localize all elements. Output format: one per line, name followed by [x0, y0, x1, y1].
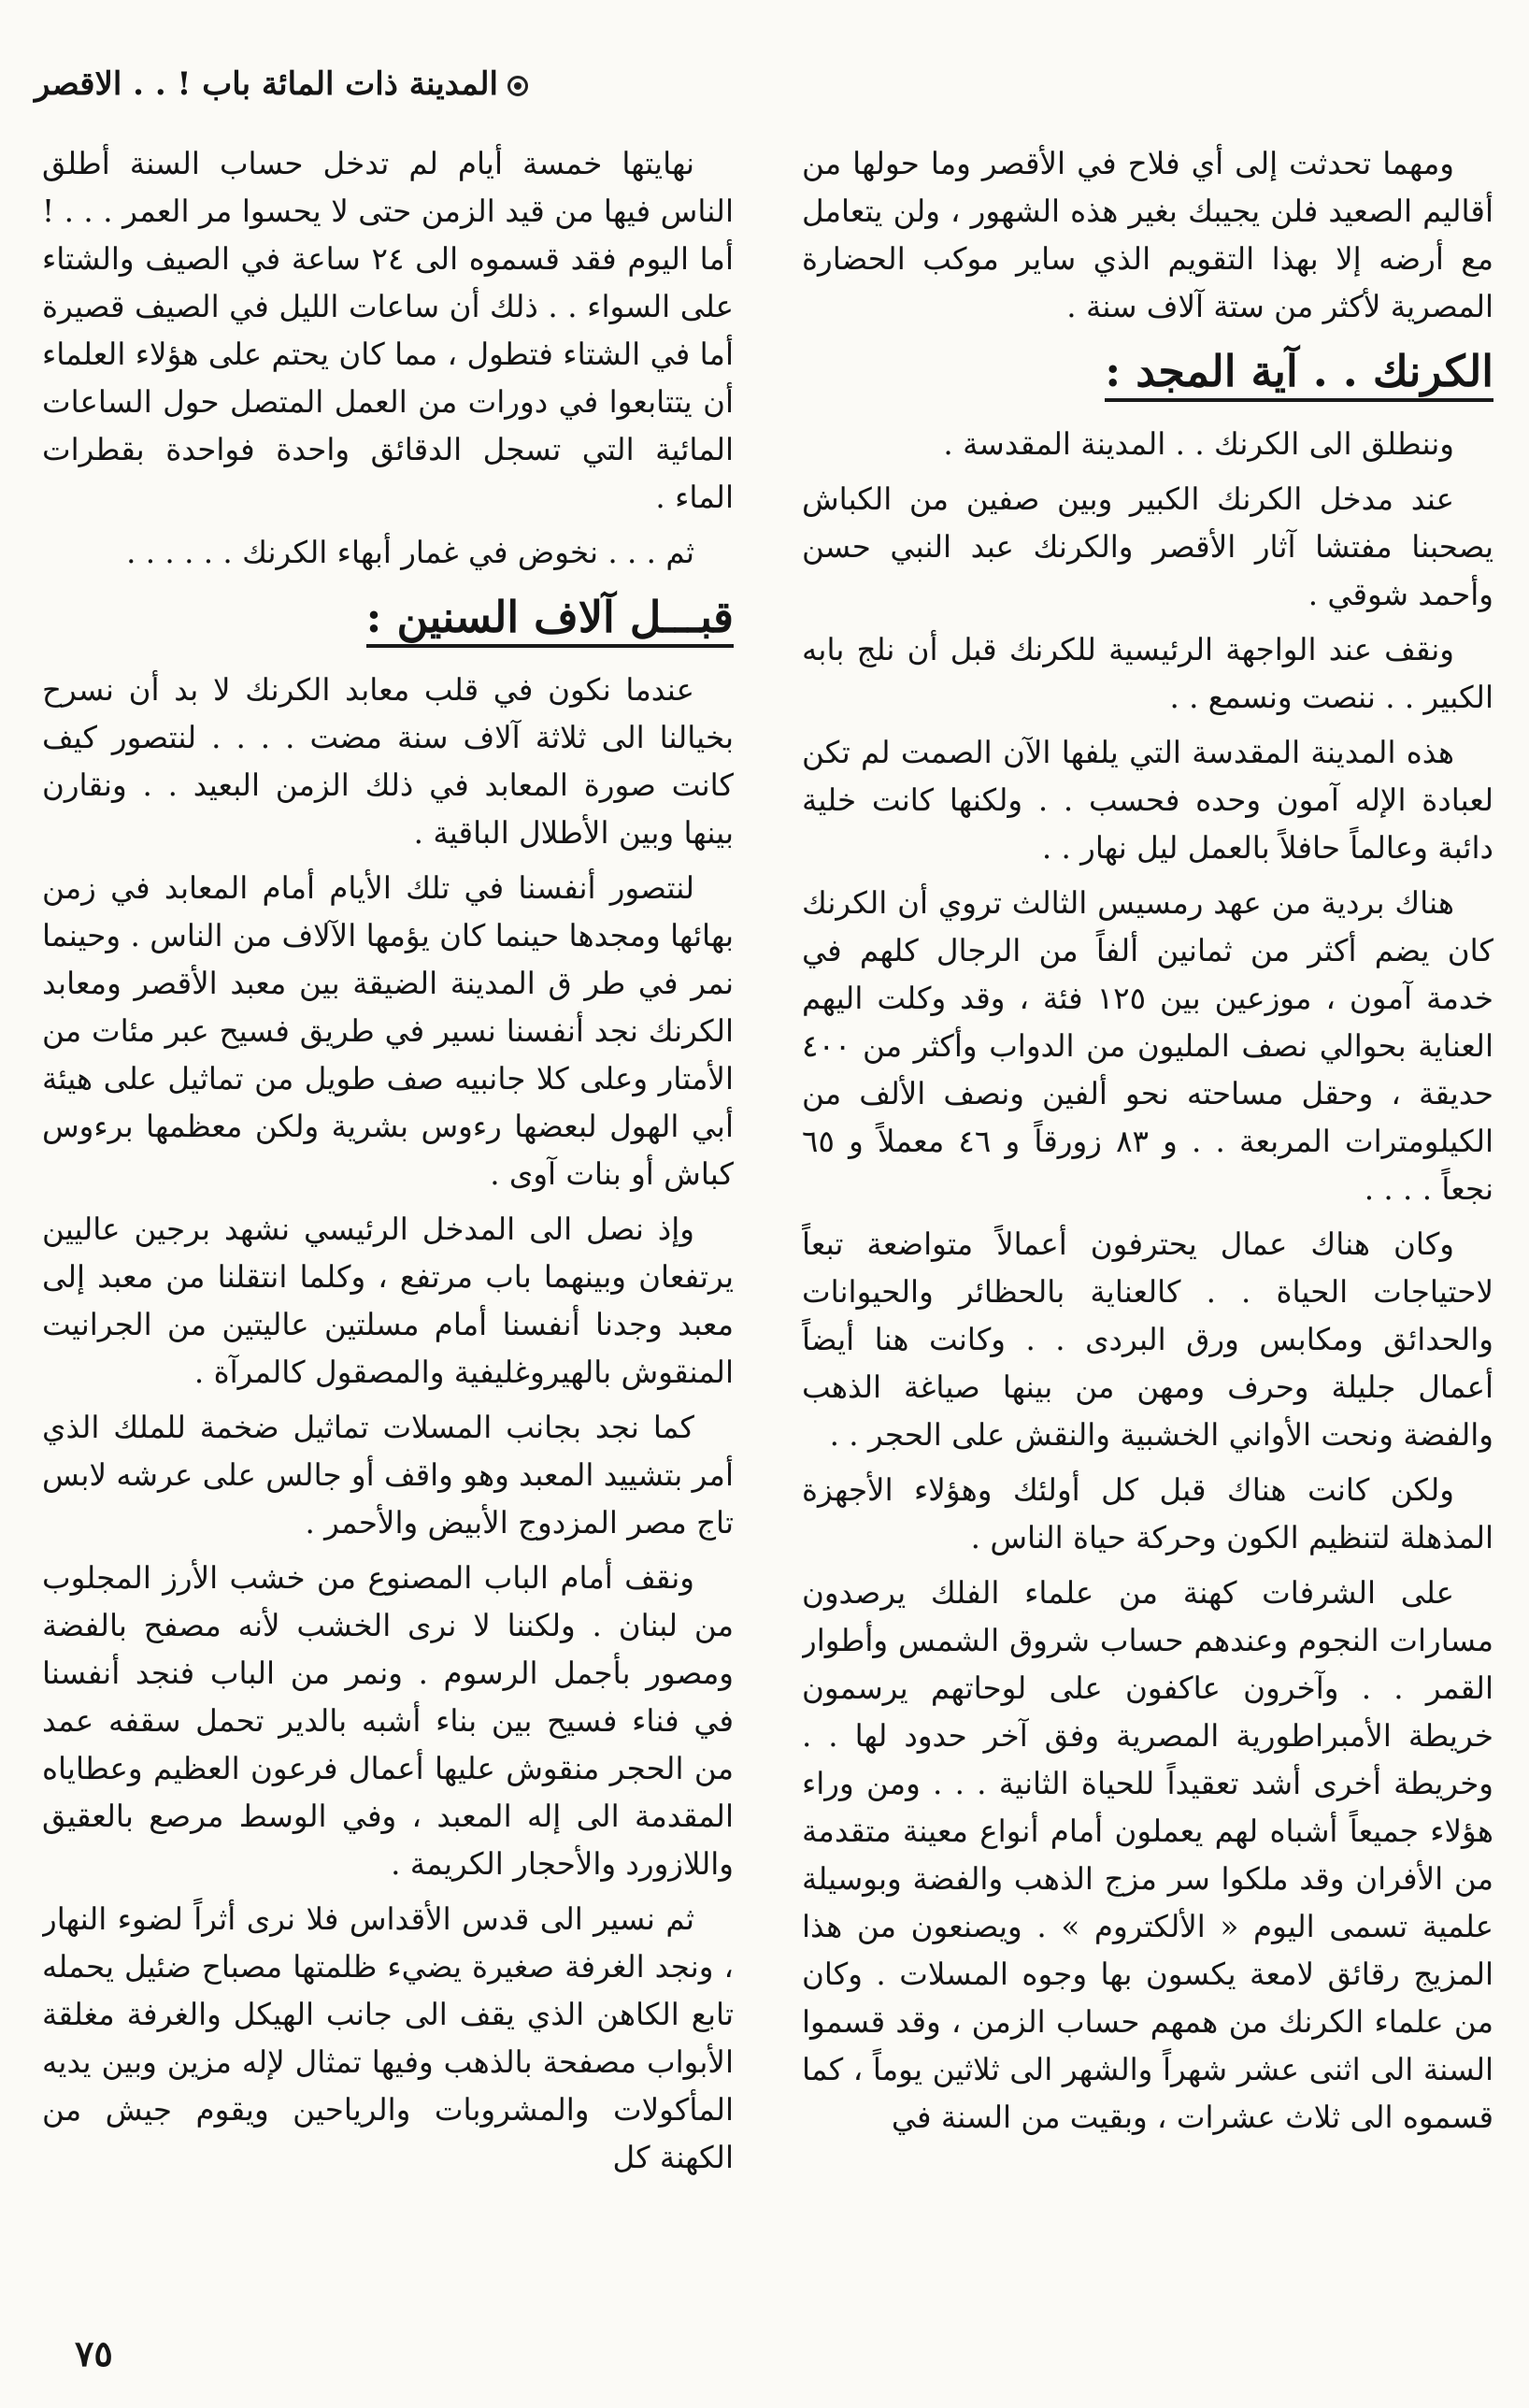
paragraph: نهايتها خمسة أيام لم تدخل حساب السنة أطلق الناس فيها من قيد الزمن حتى لا يحسوا مر العمر . . . ! أما اليوم فقد قسموه الى ٢٤ ساعة في الصيف والشتاء على السواء . . ذلك أن ساعات الليل في الصيف قصيرة أما في الشتاء فتطول ، مما كان يحتم على هؤلاء العلماء أن يتتابعوا في دورات من العمل المتصل حول الساعات المائية التي تسجل الدقائق واحدة فواحدة بقطرات الماء . [42, 146, 734, 515]
paragraph: ونقف عند الواجهة الرئيسية للكرنك قبل أن نلج بابه الكبير . . ننصت ونسمع . . [802, 632, 1493, 715]
right-column [802, 140, 1493, 2328]
paragraph: وننطلق الى الكرنك . . المدينة المقدسة . [943, 426, 1454, 462]
page-number: ٧٥ [75, 2332, 113, 2374]
paragraph: وإذ نصل الى المدخل الرئيسي نشهد برجين عاليين يرتفعان وبينهما باب مرتفع ، وكلما انتقلنا من معبد إلى معبد وجدنا أنفسنا أمام مسلتين عاليتين من الجرانيت المنقوش بالهيروغليفية والمصقول كالمرآة . [42, 1211, 734, 1390]
paragraph: ثم . . . نخوض في غمار أبهاء الكرنك . . . . . . [126, 535, 694, 570]
paragraph: ثم نسير الى قدس الأقداس فلا نرى أثراً لضوء النهار ، ونجد الغرفة صغيرة يضيء ظلمتها مصباح ضئيل يحمله تابع الكاهن الذي يقف الى جانب الهيكل والغرفة مغلقة الأبواب مصفحة بالذهب وفيها تمثال لإله مزين وبين يديه المأكولات والمشروبات والرياحين ويقوم جيش من الكهنة كل [42, 1901, 734, 2175]
section-heading-karnak: الكرنك . . آية المجد : [802, 338, 1493, 404]
paragraph: ومهما تحدثت إلى أي فلاح في الأقصر وما حولها من أقاليم الصعيد فلن يجيبك بغير هذه الشهور ، ولن يتعامل مع أرضه إلا بهذا التقويم الذي ساير موكب الحضارة المصرية لأكثر من ستة آلاف سنة . [802, 146, 1493, 324]
paragraph: ونقف أمام الباب المصنوع من خشب الأرز المجلوب من لبنان . ولكننا لا نرى الخشب لأنه مصفح بالفضة ومصور بأجمل الرسوم . ونمر من الباب فنجد أنفسنا في فناء فسيح بين بناء أشبه بالدير تحمل سقفه عمد من الحجر منقوش عليها أعمال فرعون العظيم وعطاياه المقدمة الى إله المعبد ، وفي الوسط مرصع بالعقيق واللازورد والأحجار الكريمة . [42, 1560, 734, 1882]
running-header [35, 56, 528, 112]
running-title: المدينة ذات المائة باب ! . . الاقصر [35, 65, 498, 103]
paragraph: هذه المدينة المقدسة التي يلفها الآن الصمت لم تكن لعبادة الإله آمون وحده فحسب . . ولكنها كانت خلية دائبة وعالماً حافلاً بالعمل ليل نهار . . [802, 735, 1493, 866]
paragraph: عند مدخل الكرنك الكبير وبين صفين من الكباش يصحبنا مفتشا آثار الأقصر والكرنك عبد النبي حسن وأحمد شوقي . [802, 481, 1493, 612]
paragraph: كما نجد بجانب المسلات تماثيل ضخمة للملك الذي أمر بتشييد المعبد وهو واقف أو جالس على عرشه لابس تاج مصر المزدوج الأبيض والأحمر . [42, 1410, 734, 1541]
paragraph: على الشرفات كهنة من علماء الفلك يرصدون مسارات النجوم وعندهم حساب شروق الشمس وأطوار القمر . . وآخرون عاكفون على لوحاتهم يرسمون خريطة الأمبراطورية المصرية وفق آخر حدود لها . . وخريطة أخرى أشد تعقيداً للحياة الثانية . . . ومن وراء هؤلاء جميعاً أشباه لهم يعملون أمام أنواع معينة متقدمة من الأفران وقد ملكوا سر مزج الذهب والفضة وبوسيلة علمية تسمى اليوم « الألكتروم » . ويصنعون من هذا المزيج رقائق لامعة يكسون بها وجوه المسلات . وكان من علماء الكرنك من همهم حساب الزمن ، وقد قسموا السنة الى اثنى عشر شهراً والشهر الى ثلاثين يوماً ، كما قسموه الى ثلاث عشرات ، وبقيت من السنة في [802, 1575, 1493, 2135]
paragraph: ولكن كانت هناك قبل كل أولئك وهؤلاء الأجهزة المذهلة لتنظيم الكون وحركة حياة الناس . [802, 1472, 1493, 1555]
paragraph: وكان هناك عمال يحترفون أعمالاً متواضعة تبعاً لاحتياجات الحياة . . كالعناية بالحظائر والحيوانات والحدائق ومكابس ورق البردى . . وكانت هنا أيضاً أعمال جليلة وحرف ومهن من بينها صياغة الذهب والفضة ونحت الأواني الخشبية والنقش على الحجر . . [802, 1226, 1493, 1453]
section-heading-thousands-of-years: قبـــل آلاف السنين : [42, 584, 734, 650]
paragraph: عندما نكون في قلب معابد الكرنك لا بد أن نسرح بخيالنا الى ثلاثة آلاف سنة مضت . . . . لنتصور كيف كانت صورة المعابد في ذلك الزمن البعيد . . ونقارن بينها وبين الأطلال الباقية . [42, 672, 734, 851]
left-column [42, 140, 734, 2328]
paragraph: هناك بردية من عهد رمسيس الثالث تروي أن الكرنك كان يضم أكثر من ثمانين ألفاً من الرجال كلهم في خدمة آمون ، موزعين بين ١٢٥ فئة ، وقد وكلت اليهم العناية بحوالي نصف المليون من الدواب وأكثر من ٤٠٠ حديقة ، وحقل مساحته نحو ألفين ونصف الألف من الكيلومترات المربعة . . و ٨٣ زورقاً و ٤٦ معملاً و ٦٥ نجعاً . . . . [802, 885, 1493, 1207]
paragraph: لنتصور أنفسنا في تلك الأيام أمام المعابد في زمن بهائها ومجدها حينما كان يؤمها الآلاف من الناس . وحينما نمر في طر ق المدينة الضيقة بين معبد الأقصر ومعابد الكرنك نجد أنفسنا نسير في طريق فسيح عبر مئات من الأمتار وعلى كلا جانبيه صف طويل من تماثيل على هيئة أبي الهول لبعضها رءوس بشرية ولكن معظمها برءوس كباش أو بنات آوى . [42, 870, 734, 1192]
circle-bullet-icon [507, 76, 528, 96]
